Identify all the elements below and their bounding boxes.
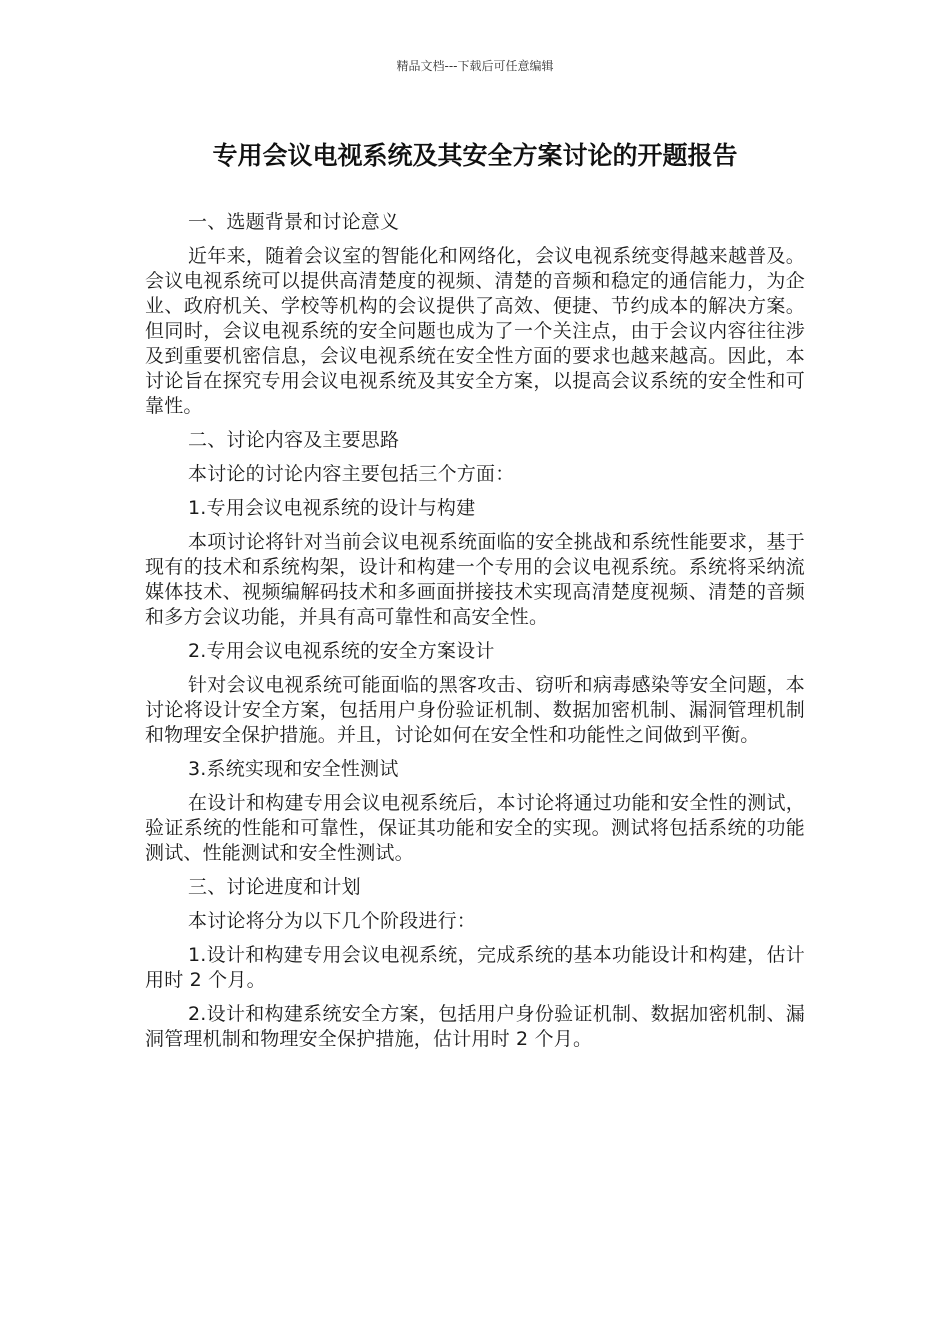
section-heading-content: 二、讨论内容及主要思路 bbox=[188, 429, 400, 451]
subheading-security-plan: 2.专用会议电视系统的安全方案设计 bbox=[188, 640, 495, 662]
section-heading-background: 一、选题背景和讨论意义 bbox=[188, 211, 400, 233]
paragraph-schedule-intro: 本讨论将分为以下几个阶段进行： bbox=[188, 910, 477, 932]
paragraph-testing: 在设计和构建专用会议电视系统后，本讨论将通过功能和安全性的测试，验证系统的性能和可靠性，保证其功能和安全的实现。测试将包括系统的功能测试、性能测试和安全性测试。 bbox=[145, 792, 805, 864]
document-title: 专用会议电视系统及其安全方案讨论的开题报告 bbox=[212, 141, 738, 170]
paragraph-background: 近年来，随着会议室的智能化和网络化，会议电视系统变得越来越普及。会议电视系统可以提供高清楚度的视频、清楚的音频和稳定的通信能力，为企业、政府机关、学校等机构的会议提供了高效、便捷、节约成本的解决方案。但同时，会议电视系统的安全问题也成为了一个关注点，由于会议内容往往涉及到重要机密信息，会议电视系统在安全性方面的要求也越来越高。因此，本讨论旨在探究专用会议电视系统及其安全方案，以提高会议系统的安全性和可靠性。 bbox=[145, 245, 805, 417]
paragraph-content-intro: 本讨论的讨论内容主要包括三个方面： bbox=[188, 463, 515, 485]
section-heading-schedule: 三、讨论进度和计划 bbox=[188, 876, 361, 898]
paragraph-system-design: 本项讨论将针对当前会议电视系统面临的安全挑战和系统性能要求，基于现有的技术和系统构架，设计和构建一个专用的会议电视系统。系统将采纳流媒体技术、视频编解码技术和多画面拼接技术实现高清楚度视频、清楚的音频和多方会议功能，并具有高可靠性和高安全性。 bbox=[145, 531, 805, 628]
header-note: 精品文档---下载后可任意编辑 bbox=[396, 59, 554, 73]
document-body bbox=[145, 210, 805, 1061]
schedule-item-2: 2.设计和构建系统安全方案，包括用户身份验证机制、数据加密机制、漏洞管理机制和物理安全保护措施，估计用时 2 个月。 bbox=[145, 1003, 805, 1050]
subheading-system-design: 1.专用会议电视系统的设计与构建 bbox=[188, 497, 476, 519]
subheading-testing: 3.系统实现和安全性测试 bbox=[188, 758, 399, 780]
paragraph-security-plan: 针对会议电视系统可能面临的黑客攻击、窃听和病毒感染等安全问题，本讨论将设计安全方案，包括用户身份验证机制、数据加密机制、漏洞管理机制和物理安全保护措施。并且，讨论如何在安全性和功能性之间做到平衡。 bbox=[145, 674, 805, 746]
schedule-item-1: 1.设计和构建专用会议电视系统，完成系统的基本功能设计和构建，估计用时 2 个月。 bbox=[145, 944, 805, 991]
